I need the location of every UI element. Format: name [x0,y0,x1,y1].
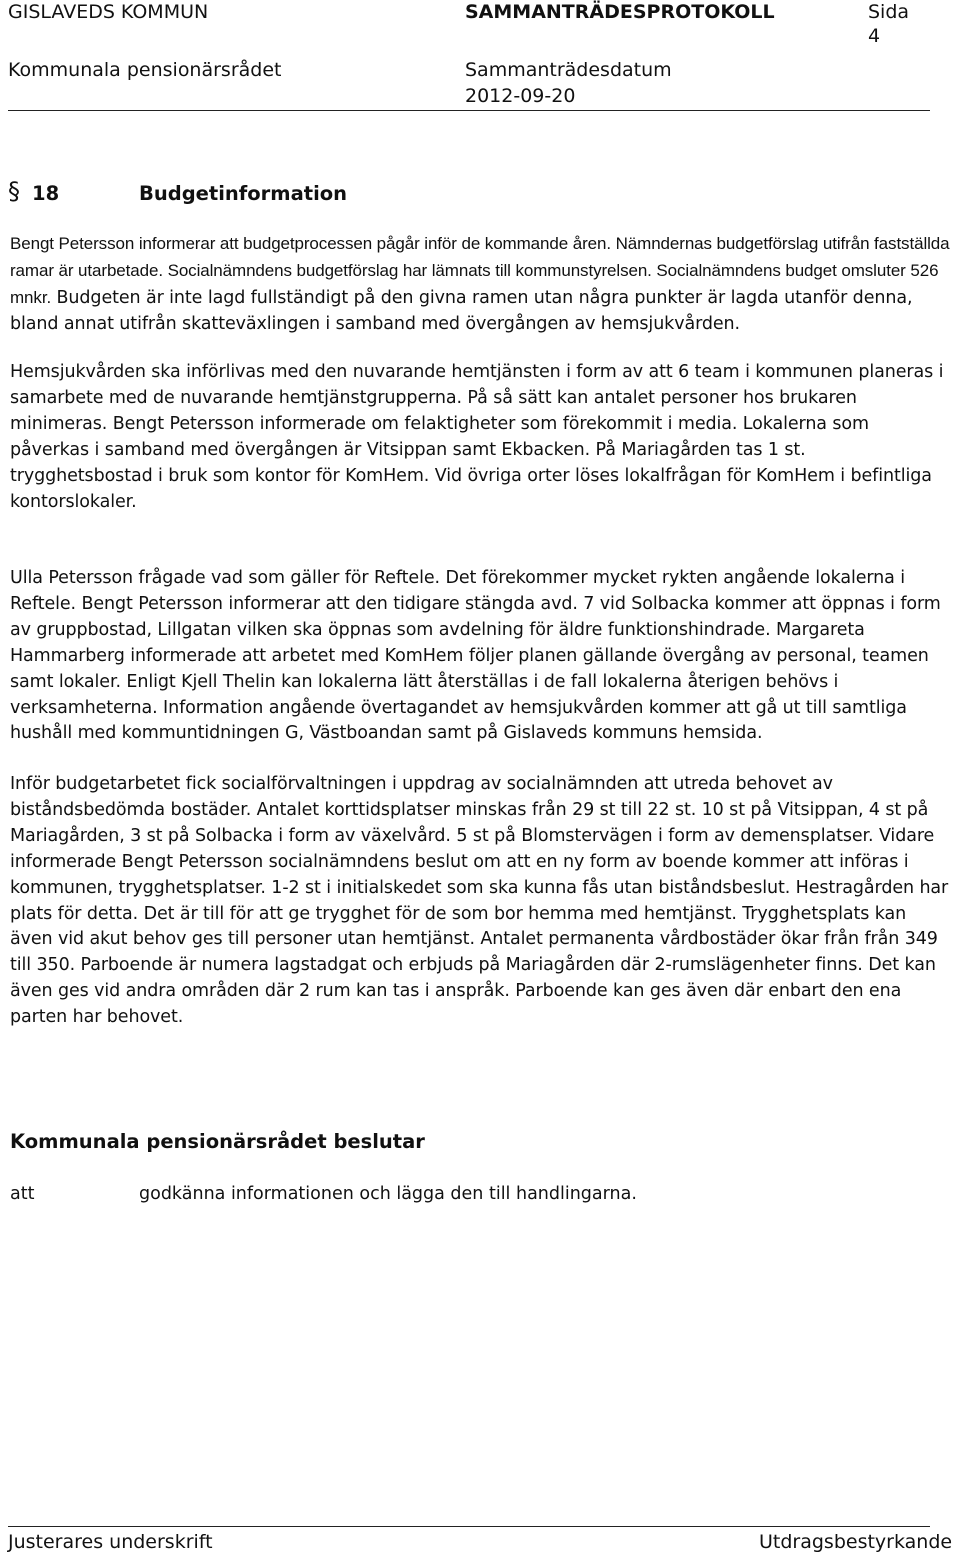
paragraph-1-intro: Bengt Petersson informerar att budgetprocessen pågår inför de kommande åren. Nämndernas budgetförslag utifrån fastställda ramar är utarbetade. Socialnämndens budgetförslag har lämnats till kommunstyrelsen. Socialnämndens budget omsluter 526 mnkr. [10,234,950,307]
paragraph-1-rest: Budgeten är inte lagd fullständigt på den givna ramen utan några punkter är lagda utanför denna, bland annat utifrån skatteväxlingen i samband med övergången av hemsjukvården. [10,287,913,334]
footer-rule [8,1526,930,1527]
footer-signature-label: Justerares underskrift [8,1531,213,1553]
paragraph-4-text: Inför budgetarbetet fick socialförvaltningen i uppdrag av socialnämnden att utreda behovet av biståndsbedömda bostäder. Antalet korttidsplatser minskas från 29 st till 22 st. 10 st på Vitsippan, 4 st på Mariagården, 3 st på Solbacka i form av växelvård. 5 st på Blomstervägen i form av demensplatser. Vidare informerade Bengt Petersson socialnämndens beslut om att en ny form av boende kommer att införas i kommunen, trygghetsplatser. 1-2 st i initialskedet som ska kunna fås utan biståndsbeslut. Hestragården har plats för detta. Det är till för att ge trygghet för de som bor hemma med hemtjänst. Trygghetsplats kan även vid akut behov ges till personer utan hemtjänst. Antalet permanenta vårdbostäder ökar från från 349 till 350. Parboende är numera lagstadgat och erbjuds på Mariagården där 2-rumslägenheter finns. Det kan även ges vid andra områden där 2 rum kan tas i anspråk. Parboende kan ges även där enbart den ena parten har behovet. [10,774,949,1028]
paragraph-1 [10,231,952,338]
page-label: Sida [868,1,910,23]
document-type: SAMMANTRÄDESPROTOKOLL [465,1,775,23]
paragraph-2-text: Hemsjukvården ska införlivas med den nuvarande hemtjänsten i form av att 6 team i kommunen planeras i samarbete med de nuvarande hemtjänstgrupperna. På så sätt kan antalet personer hos brukaren minimeras. Bengt Petersson informerade om felaktigheter som förekommit i media. Lokalerna som påverkas i samband med övergången är Vitsippan samt Ekbacken. På Mariagården tas 1 st. trygghetsbostad i bruk som kontor för KomHem. Vid övriga orter löses lokalfrågan för KomHem i befintliga kontorslokaler. [10,362,944,512]
municipality-name: GISLAVEDS KOMMUN [8,1,209,23]
decision-prefix: att [10,1184,35,1204]
meeting-date: 2012-09-20 [465,85,576,107]
section-number: 18 [32,182,60,205]
section-mark: § [8,177,20,205]
page-number: 4 [868,25,881,47]
paragraph-2 [10,360,952,515]
body-name: Kommunala pensionärsrådet [8,59,282,81]
paragraph-3-text: Ulla Petersson frågade vad som gäller för Reftele. Det förekommer mycket rykten angående lokalerna i Reftele. Bengt Petersson informerar att den tidigare stängda avd. 7 vid Solbacka kommer att öppnas i form av gruppbostad, Lillgatan vilken ska öppnas som avdelning för äldre funktionshindrade. Margareta Hammarberg informerade att arbetet med KomHem följer planen gällande övergång av personal, teamen samt lokaler. Enligt Kjell Thelin kan lokalerna lätt återställas i de fall lokalerna återigen behövs i verksamheterna. Information angående övertagandet av hemsjukvården kommer att gå ut till samtliga hushåll med kommuntidningen G, Västboandan samt på Gislaveds kommuns hemsida. [10,568,941,744]
paragraph-4 [10,772,952,1031]
section-title: Budgetinformation [139,182,348,205]
header-rule [8,110,930,111]
meeting-date-label: Sammanträdesdatum [465,59,672,81]
decision-text: godkänna informationen och lägga den till handlingarna. [139,1184,637,1204]
paragraph-3 [10,566,952,747]
footer-attestation-label: Utdragsbestyrkande [759,1531,953,1553]
decision-heading: Kommunala pensionärsrådet beslutar [10,1130,425,1153]
